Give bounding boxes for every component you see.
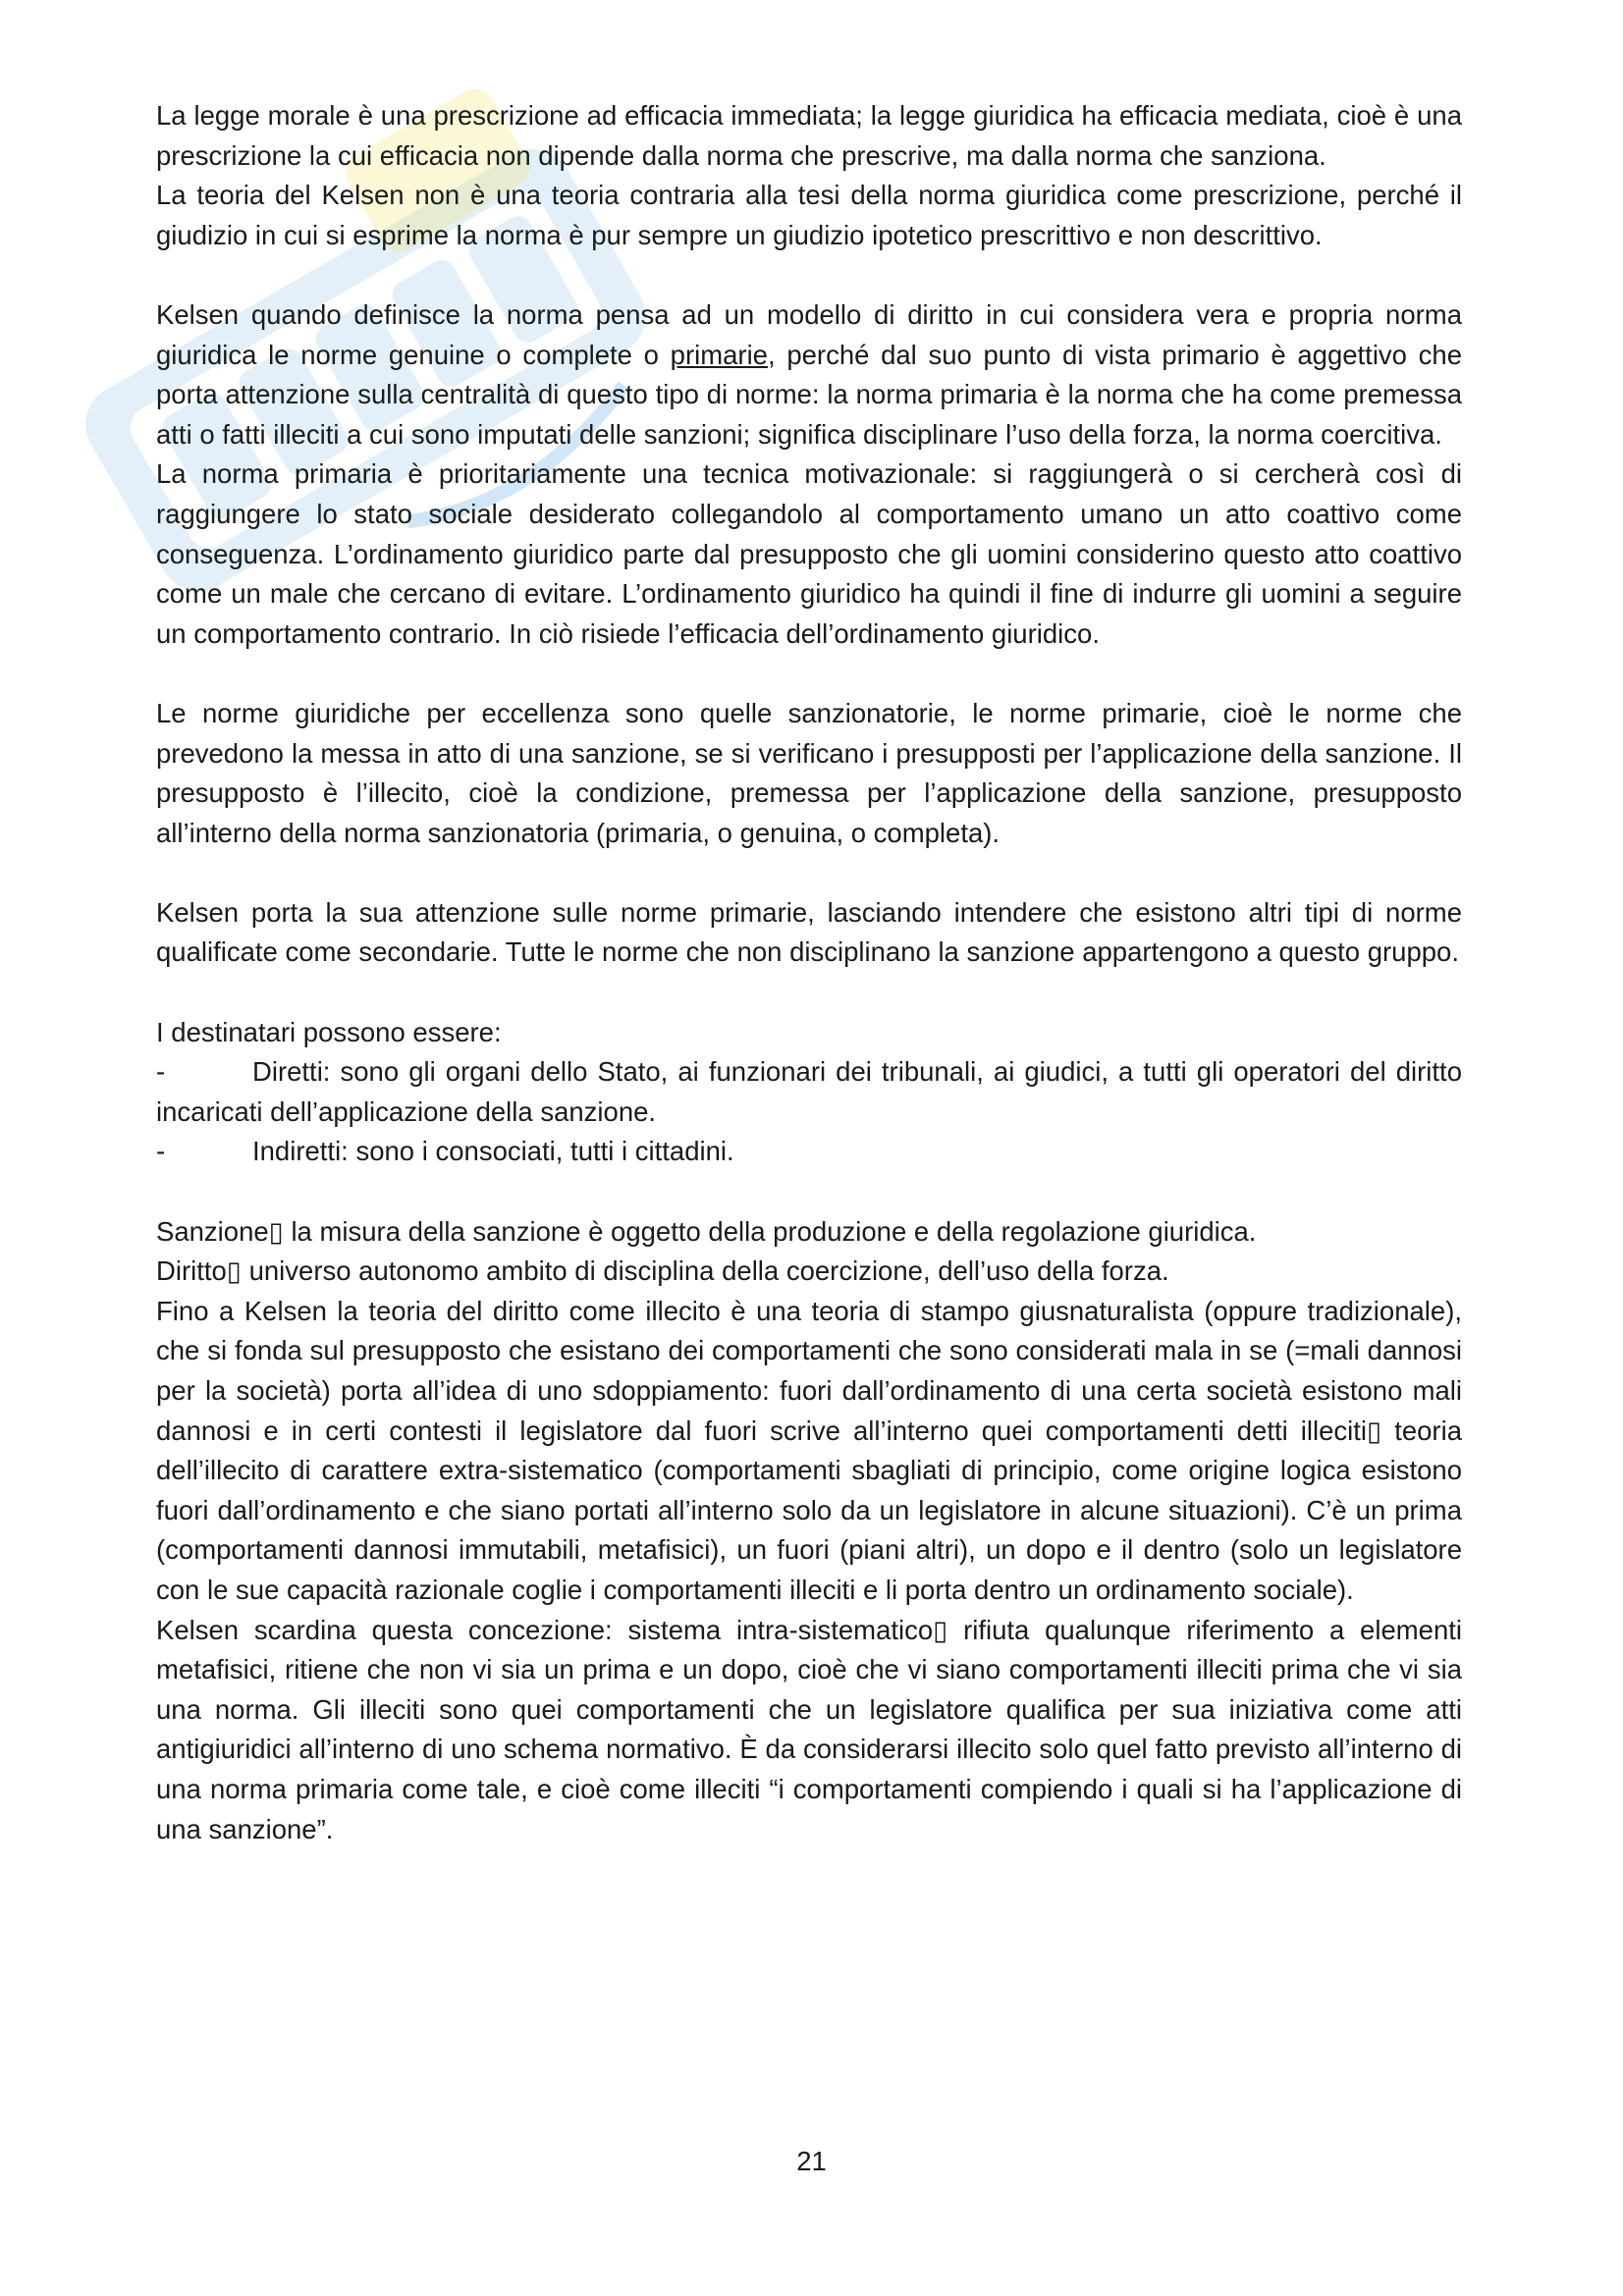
page-body	[156, 96, 1462, 1849]
paragraph: La legge morale è una prescrizione ad efficacia immediata; la legge giuridica ha efficacia mediata, cioè è una prescrizione la cui efficacia non dipende dalla norma che prescrive, ma dalla norma che sanziona.	[156, 100, 1462, 171]
paragraph	[156, 295, 1462, 454]
paragraph-text: , perché dal suo punto di vista primario è aggettivo che porta attenzione sulla centralità di questo tipo di norme: la norma primaria è la norma che ha come premessa atti o fatti illeciti a cui sono imputati delle sanzioni; significa disciplinare l’uso della forza, la norma coercitiva.	[156, 339, 1462, 450]
list-item	[156, 1052, 1462, 1132]
paragraph: Diritto▯ universo autonomo ambito di disciplina della coercizione, dell’uso della forza.	[156, 1255, 1169, 1287]
paragraph-gap	[156, 255, 1462, 295]
paragraph-gap	[156, 1172, 1462, 1212]
page-number: 21	[796, 2146, 827, 2176]
paragraph: La norma primaria è prioritariamente una tecnica motivazionale: si raggiungerà o si cercherà così di raggiungere lo stato sociale desiderato collegandolo al comportamento umano un atto coattivo come conseguenza. L’ordinamento giuridico parte dal presupposto che gli uomini considerino questo atto coattivo come un male che cercano di evitare. L’ordinamento giuridico ha quindi il fine di indurre gli uomini a seguire un comportamento contrario. In ciò risiede l’efficacia dell’ordinamento giuridico.	[156, 458, 1462, 649]
paragraph: Kelsen porta la sua attenzione sulle norme primarie, lasciando intendere che esistono altri tipi di norme qualificate come secondarie. Tutte le norme che non disciplinano la sanzione appartengono a questo gruppo.	[156, 896, 1462, 968]
paragraph: Fino a Kelsen la teoria del diritto come illecito è una teoria di stampo giusnaturalista (oppure tradizionale), che si fonda sul presupposto che esistano dei comportamenti che sono considerati mala in se (=mali dannosi per la società) porta all’idea di uno sdoppiamento: fuori dall’ordinamento di una certa società esistono mali dannosi e in certi contesti il legislatore dal fuori scrive all’interno quei comportamenti detti illeciti▯ teoria dell’illecito di carattere extra-sistematico (comportamenti sbagliati di principio, come origine logica esistono fuori dall’ordinamento e che siano portati all’interno solo da un legislatore in alcune situazioni). C’è un prima (comportamenti dannosi immutabili, metafisici), un fuori (piani altri), un dopo e il dentro (solo un legislatore con le sue capacità razionale coglie i comportamenti illeciti e li porta dentro un ordinamento sociale).	[156, 1295, 1462, 1605]
paragraph: Sanzione▯ la misura della sanzione è oggetto della produzione e della regolazione giuridica.	[156, 1215, 1257, 1247]
list-item-text: Indiretti: sono i consociati, tutti i cittadini.	[252, 1136, 734, 1167]
list-item-text: Diretti: sono gli organi dello Stato, ai funzionari dei tribunali, ai giudici, a tutti gli operatori del diritto incaricati dell’applicazione della sanzione.	[156, 1056, 1462, 1127]
paragraph-text: Kelsen quando definisce la norma pensa ad un modello di diritto in cui considera vera e propria norma giuridica le norme genuine o complete o	[156, 298, 1462, 370]
paragraph: Le norme giuridiche per eccellenza sono quelle sanzionatorie, le norme primarie, cioè le norme che prevedono la messa in atto di una sanzione, se si verificano i presupposti per l’applicazione della sanzione. Il presupposto è l’illecito, cioè la condizione, premessa per l’applicazione della sanzione, presupposto all’interno della norma sanzionatoria (primaria, o genuina, o completa).	[156, 697, 1462, 848]
paragraph-gap	[156, 654, 1462, 694]
paragraph-gap	[156, 853, 1462, 893]
paragraph-gap	[156, 973, 1462, 1013]
list-item	[156, 1132, 1462, 1172]
paragraph: La teoria del Kelsen non è una teoria contraria alla tesi della norma giuridica come prescrizione, perché il giudizio in cui si esprime la norma è pur sempre un giudizio ipotetico prescrittivo e non descrittivo.	[156, 180, 1462, 250]
list-intro: I destinatari possono essere:	[156, 1016, 502, 1047]
list-dash: -	[156, 1056, 166, 1088]
paragraph: Kelsen scardina questa concezione: sistema intra-sistematico▯ rifiuta qualunque riferimento a elementi metafisici, ritiene che non vi sia un prima e un dopo, cioè che vi siano comportamenti illeciti prima che vi sia una norma. Gli illeciti sono quei comportamenti che un legislatore qualifica per sua iniziativa come atti antigiuridici all’interno di uno schema normativo. È da considerarsi illecito solo quel fatto previsto all’interno di una norma primaria come tale, e cioè come illeciti “i comportamenti compiendo i quali si ha l’applicazione di una sanzione”.	[156, 1614, 1462, 1844]
list-dash: -	[156, 1136, 166, 1167]
underlined-term: primarie	[670, 339, 768, 370]
